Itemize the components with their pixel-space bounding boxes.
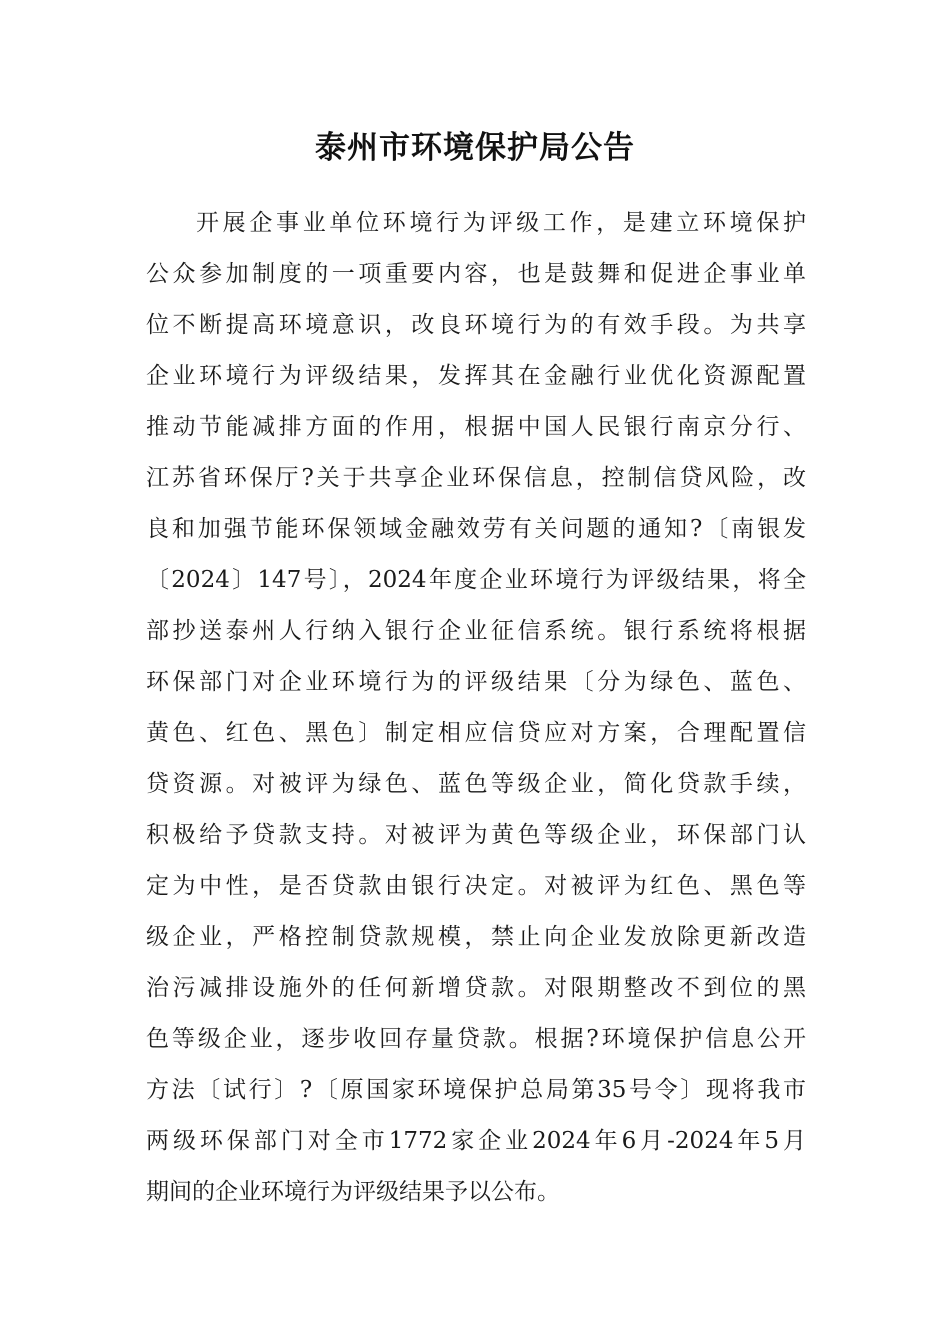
paragraph-line: 良和加强节能环保领域金融效劳有关问题的通知?〔南银发 [146, 516, 806, 542]
paragraph-line: 企业环境行为评级结果，发挥其在金融行业优化资源配置 [146, 363, 806, 389]
paragraph-line: 级企业，严格控制贷款规模，禁止向企业发放除更新改造 [146, 924, 806, 950]
paragraph-line: 期间的企业环境行为评级结果予以公布。 [146, 1179, 560, 1205]
paragraph-line: 部抄送泰州人行纳入银行企业征信系统。银行系统将根据 [146, 618, 806, 644]
paragraph-line: 推动节能减排方面的作用，根据中国人民银行南京分行、 [146, 414, 806, 440]
paragraph-line: 定为中性，是否贷款由银行决定。对被评为红色、黑色等 [146, 873, 806, 899]
paragraph-line: 〔2024〕147号〕，2024年度企业环境行为评级结果，将全 [146, 567, 806, 593]
paragraph-line: 方法〔试行〕?〔原国家环境保护总局第35号令〕现将我市 [146, 1077, 806, 1103]
paragraph-line: 积极给予贷款支持。对被评为黄色等级企业，环保部门认 [146, 822, 806, 848]
paragraph-line: 治污减排设施外的任何新增贷款。对限期整改不到位的黑 [146, 975, 806, 1001]
document-title: 泰州市环境保护局公告 [315, 130, 635, 166]
paragraph-line: 贷资源。对被评为绿色、蓝色等级企业，简化贷款手续， [146, 771, 806, 797]
body-paragraph [146, 200, 806, 1220]
paragraph-line: 位不断提高环境意识，改良环境行为的有效手段。为共享 [146, 312, 806, 338]
paragraph-line: 江苏省环保厅?关于共享企业环保信息，控制信贷风险，改 [146, 465, 806, 491]
paragraph-line: 公众参加制度的一项重要内容，也是鼓舞和促进企事业单 [146, 261, 806, 287]
paragraph-line: 黄色、红色、黑色〕制定相应信贷应对方案，合理配置信 [146, 720, 806, 746]
paragraph-line: 开展企事业单位环境行为评级工作，是建立环境保护 [196, 210, 806, 236]
paragraph-line: 两级环保部门对全市1772家企业2024年6月-2024年5月 [146, 1128, 806, 1154]
paragraph-line: 环保部门对企业环境行为的评级结果〔分为绿色、蓝色、 [146, 669, 806, 695]
paragraph-line: 色等级企业，逐步收回存量贷款。根据?环境保护信息公开 [146, 1026, 806, 1052]
